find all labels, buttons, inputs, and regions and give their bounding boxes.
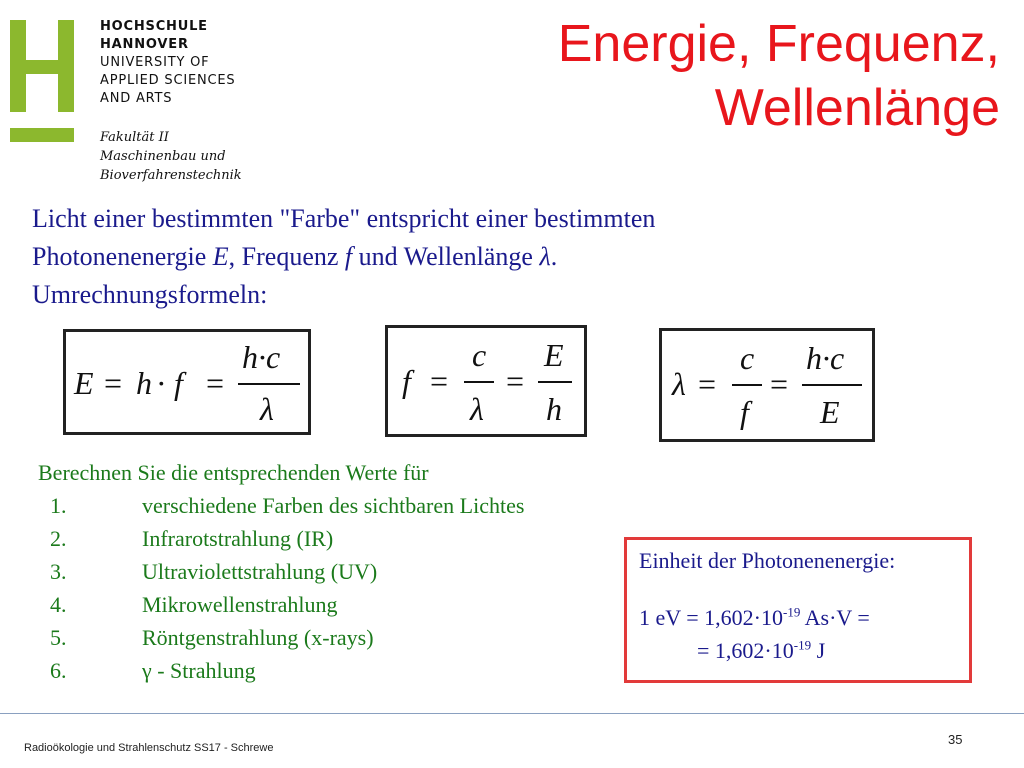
intro-text: Photonenenergie — [32, 242, 213, 271]
intro-paragraph — [32, 200, 932, 314]
f3-equals: = — [698, 366, 717, 402]
f3-equals-2: = — [770, 366, 789, 402]
logo-line: UNIVERSITY OF — [100, 55, 210, 70]
f2-h: h — [546, 391, 562, 427]
formula-box-wavelength — [659, 328, 875, 442]
f2-lambda: λ — [470, 391, 484, 427]
symbol-f: f — [344, 242, 353, 271]
formula-box-energy — [63, 329, 311, 435]
f3-c: c — [740, 340, 755, 376]
f1-equals-2: = — [206, 365, 225, 401]
unit-conversion-line-1 — [639, 601, 957, 634]
list-number: 3. — [50, 559, 67, 584]
intro-text: . — [550, 242, 558, 271]
list-text: Röntgenstrahlung (x-rays) — [142, 625, 374, 650]
formula-box-frequency — [385, 325, 587, 437]
logo-line: AND ARTS — [100, 91, 173, 106]
list-number: 1. — [50, 493, 67, 518]
f2-E: E — [544, 337, 564, 373]
unit-exponent: -19 — [793, 637, 812, 653]
title-line-1: Energie, Frequenz, — [557, 15, 1000, 73]
f3-E: E — [820, 394, 840, 430]
hochschule-logo-icon — [10, 20, 76, 144]
faculty-line: Bioverfahrenstechnik — [100, 168, 242, 183]
unit-exponent: -19 — [783, 604, 801, 620]
list-item — [50, 621, 524, 654]
list-text: Mikrowellenstrahlung — [142, 592, 338, 617]
unit-text: As·V = — [800, 605, 870, 630]
list-number: 5. — [50, 625, 67, 650]
unit-text: J — [811, 638, 826, 663]
list-item — [50, 654, 524, 687]
university-name — [100, 18, 235, 108]
logo-line: APPLIED SCIENCES — [100, 73, 236, 88]
f2-c: c — [472, 337, 487, 373]
f1-dot: · — [156, 365, 167, 401]
title-line-2: Wellenlänge — [714, 79, 1000, 137]
page-number: 35 — [948, 732, 963, 747]
f1-numerator: h·c — [242, 339, 281, 375]
f2-f: f — [402, 363, 411, 399]
logo-line: HANNOVER — [100, 37, 189, 52]
slide-title — [558, 12, 1000, 140]
f3-lambda: λ — [672, 366, 686, 402]
list-number: 4. — [50, 592, 67, 617]
intro-line-1: Licht einer bestimmten "Farbe" entspricht einer bestimmten — [32, 204, 656, 233]
f3-f: f — [740, 394, 749, 430]
unit-conversion-line-2 — [639, 634, 957, 667]
unit-box-title: Einheit der Photonenenergie: — [639, 548, 896, 573]
faculty-line: Maschinenbau und — [100, 149, 226, 164]
f1-equals: = — [104, 365, 123, 401]
list-item — [50, 588, 524, 621]
list-number: 2. — [50, 526, 67, 551]
symbol-E: E — [212, 242, 229, 271]
f1-denominator: λ — [260, 391, 274, 427]
unit-text: = 1,602·10 — [697, 638, 794, 663]
f2-equals: = — [430, 363, 449, 399]
list-text: Ultraviolettstrahlung (UV) — [142, 559, 378, 584]
list-number: 6. — [50, 658, 67, 683]
task-list — [38, 489, 524, 687]
faculty-name — [100, 128, 242, 185]
task-heading: Berechnen Sie die entsprechenden Werte für — [38, 460, 429, 485]
list-text: verschiedene Farben des sichtbaren Lichtes — [142, 493, 525, 518]
f1-E: E — [74, 365, 94, 401]
symbol-lambda: λ — [539, 242, 551, 271]
f2-equals-2: = — [506, 363, 525, 399]
intro-text: und Wellenlänge — [352, 242, 540, 271]
unit-info-box — [624, 537, 972, 683]
intro-line-3: Umrechnungsformeln: — [32, 280, 268, 309]
footer-text: Radioökologie und Strahlenschutz SS17 - Schrewe — [24, 742, 274, 754]
footer-divider — [0, 713, 1024, 714]
list-text: γ - Strahlung — [142, 658, 256, 683]
task-section — [38, 456, 524, 687]
unit-text: 1 eV = 1,602·10 — [639, 605, 783, 630]
faculty-line: Fakultät II — [100, 130, 169, 145]
list-text: Infrarotstrahlung (IR) — [142, 526, 334, 551]
list-item — [50, 555, 524, 588]
f3-numerator: h·c — [806, 340, 845, 376]
logo-line: HOCHSCHULE — [100, 19, 208, 34]
f1-h: h — [136, 365, 152, 401]
intro-line-2 — [32, 238, 932, 276]
list-item — [50, 489, 524, 522]
f1-f: f — [174, 365, 183, 401]
intro-text: , Frequenz — [228, 242, 345, 271]
list-item — [50, 522, 524, 555]
